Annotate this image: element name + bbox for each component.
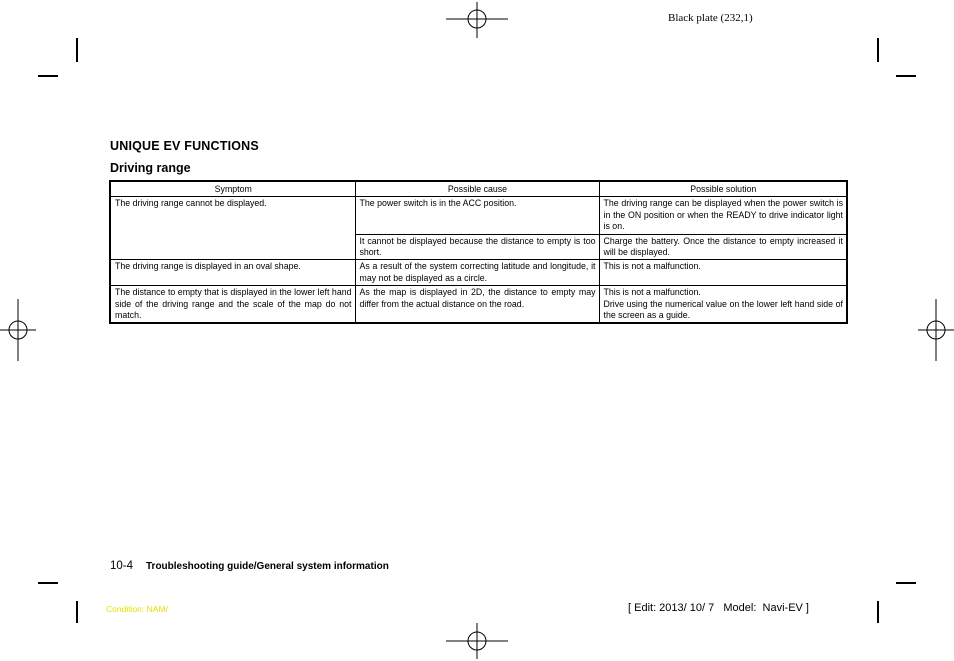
crop-mark <box>38 582 58 584</box>
header-possible-solution: Possible solution <box>599 181 847 197</box>
cause-cell: As the map is displayed in 2D, the distance to empty may differ from the actual distance on the road. <box>355 286 599 324</box>
page-number: 10-4 <box>110 560 134 572</box>
header-symptom: Symptom <box>110 181 355 197</box>
registration-mark-bottom <box>446 623 508 659</box>
table-row <box>110 260 847 286</box>
cause-cell: As a result of the system correcting latitude and longitude, it may not be displayed as a circle. <box>355 260 599 286</box>
symptom-cell: The driving range is displayed in an oval shape. <box>110 260 355 286</box>
cause-cell: It cannot be displayed because the distance to empty is too short. <box>355 234 599 260</box>
edit-info: [ Edit: 2013/ 10/ 7 Model: Navi-EV ] <box>628 602 809 614</box>
table-header-row <box>110 181 847 197</box>
solution-cell: The driving range can be displayed when the power switch is in the ON position or when the READY to drive indicator light is on. <box>599 197 847 234</box>
crop-mark <box>877 38 879 62</box>
registration-mark-top <box>446 2 508 38</box>
crop-mark <box>896 582 916 584</box>
crop-mark <box>76 601 78 623</box>
crop-mark <box>896 75 916 77</box>
subsection-title: Driving range <box>110 161 191 175</box>
cause-cell: The power switch is in the ACC position. <box>355 197 599 234</box>
solution-cell: Charge the battery. Once the distance to empty increased it will be displayed. <box>599 234 847 260</box>
crop-mark <box>38 75 58 77</box>
table-row <box>110 286 847 324</box>
registration-mark-left <box>0 299 36 361</box>
crop-mark <box>76 38 78 62</box>
solution-cell: This is not a malfunction. Drive using the numerical value on the lower left hand side of the screen as a guide. <box>599 286 847 324</box>
symptom-cell: The distance to empty that is displayed in the lower left hand side of the driving range and the scale of the map do not match. <box>110 286 355 324</box>
troubleshooting-table <box>109 180 848 324</box>
condition-label: Condition: NAM/ <box>106 604 168 614</box>
table-row <box>110 197 847 234</box>
registration-mark-right <box>918 299 954 361</box>
plate-label: Black plate (232,1) <box>668 12 753 24</box>
crop-mark <box>877 601 879 623</box>
header-possible-cause: Possible cause <box>355 181 599 197</box>
section-title: UNIQUE EV FUNCTIONS <box>110 139 259 153</box>
chapter-title: Troubleshooting guide/General system information <box>146 561 389 572</box>
solution-cell: This is not a malfunction. <box>599 260 847 286</box>
symptom-cell: The driving range cannot be displayed. <box>110 197 355 260</box>
